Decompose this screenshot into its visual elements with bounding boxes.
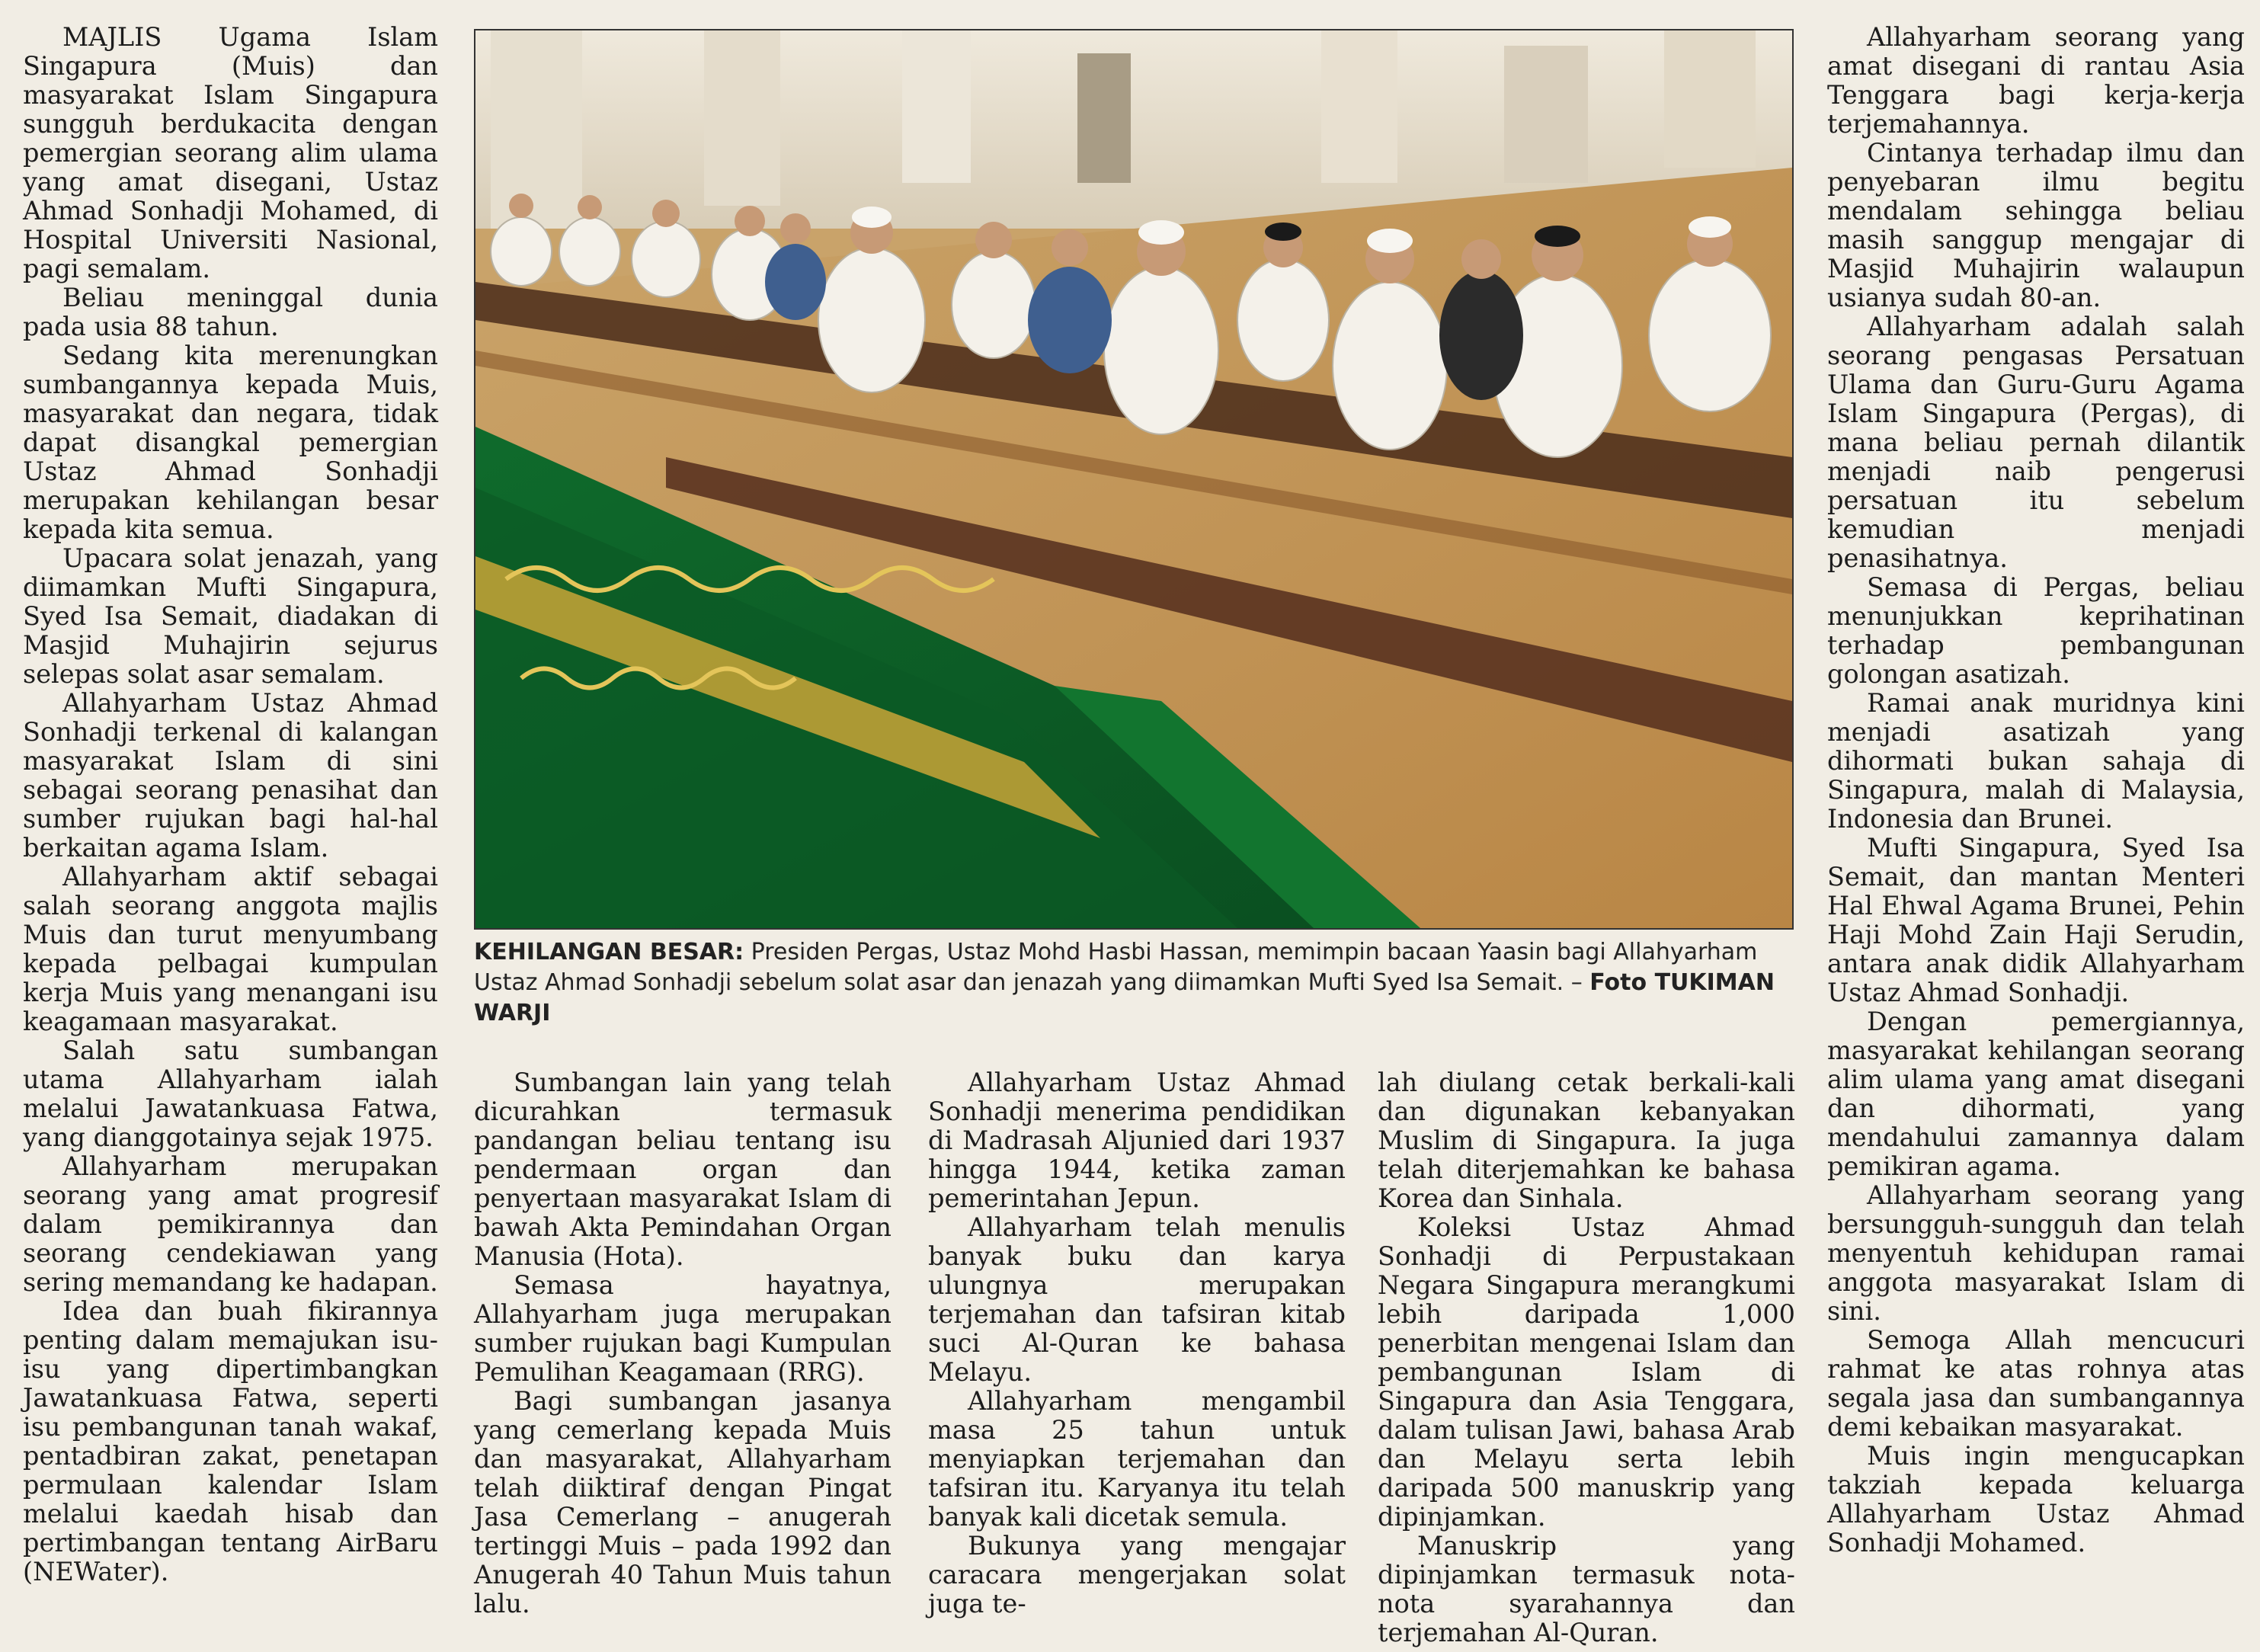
paragraph: Allahyarham telah menulis banyak buku dan karya ulungnya merupakan terjemahan dan tafsiran kitab suci Al-Quran ke bahasa Melayu. (928, 1212, 1346, 1387)
caption-lead: KEHILANGAN BESAR: (474, 939, 744, 965)
paragraph: Semoga Allah mencucuri rahmat ke atas rohnya atas segala jasa dan sumbangannya demi kebaikan masyarakat. (1827, 1325, 2245, 1442)
paragraph: Idea dan buah fikirannya penting dalam memajukan isu-isu yang dipertimbangkan Jawatankuasa Fatwa, seperti isu pembangunan tanah wakaf, pentadbiran zakat, penetapan permulaan kalendar Islam melalui kaedah hisab dan pertimbangan tentang AirBaru (NEWater). (23, 1296, 438, 1586)
paragraph: Muis ingin mengucapkan takziah kepada keluarga Allahyarham Ustaz Ahmad Sonhadji Mohamed. (1827, 1441, 2245, 1558)
mosque-prayer-scene-image (475, 30, 1792, 928)
photo-credit: Foto TUKIMAN WARJI (474, 969, 1775, 1026)
paragraph: Bagi sumbangan jasanya yang cemerlang kepada Muis dan masyarakat, Allahyarham telah diiktiraf dengan Pingat Jasa Cemerlang – anugerah tertinggi Muis – pada 1992 dan Anugerah 40 Tahun Muis tahun lalu. (474, 1386, 892, 1618)
paragraph: Allahyarham Ustaz Ahmad Sonhadji terkenal di kalangan masyarakat Islam di sini sebagai seorang penasihat dan sumber rujukan bagi hal-hal berkaitan agama Islam. (23, 688, 438, 863)
paragraph: Koleksi Ustaz Ahmad Sonhadji di Perpustakaan Negara Singapura merangkumi lebih daripada 1,000 penerbitan mengenai Islam dan pembangunan Islam di Singapura dan Asia Tenggara, dalam tulisan Jawi, bahasa Arab dan Melayu serta lebih daripada 500 manuskrip yang dipinjamkan. (1378, 1212, 1795, 1532)
article-column-bottom-3 (1378, 1068, 1795, 1647)
article-column-bottom-2 (928, 1068, 1346, 1618)
paragraph: Beliau meninggal dunia pada usia 88 tahun. (23, 283, 438, 341)
article-column-right (1827, 23, 2245, 1558)
paragraph: Semasa hayatnya, Allahyarham juga merupakan sumber rujukan bagi Kumpulan Pemulihan Keagamaan (RRG). (474, 1270, 892, 1387)
paragraph: Sumbangan lain yang telah dicurahkan termasuk pandangan beliau tentang isu pendermaan organ dan penyertaan masyarakat Islam di bawah Akta Pemindahan Organ Manusia (Hota). (474, 1068, 892, 1271)
paragraph: Mufti Singapura, Syed Isa Semait, dan mantan Menteri Hal Ehwal Agama Brunei, Pehin Haji Mohd Zain Haji Serudin, antara anak didik Allahyarham Ustaz Ahmad Sonhadji. (1827, 833, 2245, 1007)
paragraph: Manuskrip yang dipinjamkan termasuk nota-nota syarahannya dan terjemahan Al-Quran. (1378, 1531, 1795, 1647)
paragraph: Upacara solat jenazah, yang diimamkan Mufti Singapura, Syed Isa Semait, diadakan di Masjid Muhajirin sejurus selepas solat asar semalam. (23, 543, 438, 689)
paragraph: lah diulang cetak berkali-kali dan digunakan kebanyakan Muslim di Singapura. Ia juga telah diterjemahkan ke bahasa Korea dan Sinhala. (1378, 1068, 1795, 1213)
paragraph: Salah satu sumbangan utama Allahyarham ialah melalui Jawatankuasa Fatwa, yang dianggotainya sejak 1975. (23, 1036, 438, 1152)
photo-caption (474, 937, 1800, 1029)
paragraph: Ramai anak muridnya kini menjadi asatizah yang dihormati bukan sahaja di Singapura, malah di Malaysia, Indonesia dan Brunei. (1827, 688, 2245, 834)
paragraph: MAJLIS Ugama Islam Singapura (Muis) dan masyarakat Islam Singapura sungguh berdukacita dengan pemergian seorang alim ulama yang amat disegani, Ustaz Ahmad Sonhadji Mohamed, di Hospital Universiti Nasional, pagi semalam. (23, 22, 438, 283)
paragraph: Sedang kita merenungkan sumbangannya kepada Muis, masyarakat dan negara, tidak dapat disangkal pemergian Ustaz Ahmad Sonhadji merupakan kehilangan besar kepada kita semua. (23, 341, 438, 544)
article-column-bottom-1 (474, 1068, 892, 1618)
paragraph: Semasa di Pergas, beliau menunjukkan keprihatinan terhadap pembangunan golongan asatizah. (1827, 572, 2245, 689)
paragraph: Dengan pemergiannya, masyarakat kehilangan seorang alim ulama yang amat disegani dan dihormati, yang mendahului zamannya dalam pemikiran agama. (1827, 1007, 2245, 1181)
news-photo (474, 29, 1794, 930)
paragraph: Bukunya yang mengajar caracara mengerjakan solat juga te- (928, 1531, 1346, 1618)
paragraph: Allahyarham seorang yang bersungguh-sungguh dan telah menyentuh kehidupan ramai anggota masyarakat Islam di sini. (1827, 1180, 2245, 1326)
paragraph: Allahyarham adalah salah seorang pengasas Persatuan Ulama dan Guru-Guru Agama Islam Singapura (Pergas), di mana beliau pernah dilantik menjadi naib pengerusi persatuan itu sebelum kemudian menjadi penasihatnya. (1827, 312, 2245, 573)
paragraph: Allahyarham seorang yang amat disegani di rantau Asia Tenggara bagi kerja-kerja terjemahannya. (1827, 22, 2245, 139)
paragraph: Allahyarham aktif sebagai salah seorang anggota majlis Muis dan turut menyumbang kepada pelbagai kumpulan kerja Muis yang menangani isu keagamaan masyarakat. (23, 862, 438, 1036)
caption-text: Presiden Pergas, Ustaz Mohd Hasbi Hassan, memimpin bacaan Yaasin bagi Allahyarham Ustaz Ahmad Sonhadji sebelum solat asar dan jenazah yang diimamkan Mufti Syed Isa Semait. – (474, 939, 1758, 996)
paragraph: Cintanya terhadap ilmu dan penyebaran ilmu begitu mendalam sehingga beliau masih sanggup mengajar di Masjid Muhajirin walaupun usianya sudah 80-an. (1827, 138, 2245, 312)
paragraph: Allahyarham merupakan seorang yang amat progresif dalam pemikirannya dan seorang cendekiawan yang sering memandang ke hadapan. (23, 1151, 438, 1297)
paragraph: Allahyarham mengambil masa 25 tahun untuk menyiapkan terjemahan dan tafsiran itu. Karyanya itu telah banyak kali dicetak semula. (928, 1386, 1346, 1532)
paragraph: Allahyarham Ustaz Ahmad Sonhadji menerima pendidikan di Madrasah Aljunied dari 1937 hingga 1944, ketika zaman pemerintahan Jepun. (928, 1068, 1346, 1213)
article-column-left (23, 23, 438, 1586)
